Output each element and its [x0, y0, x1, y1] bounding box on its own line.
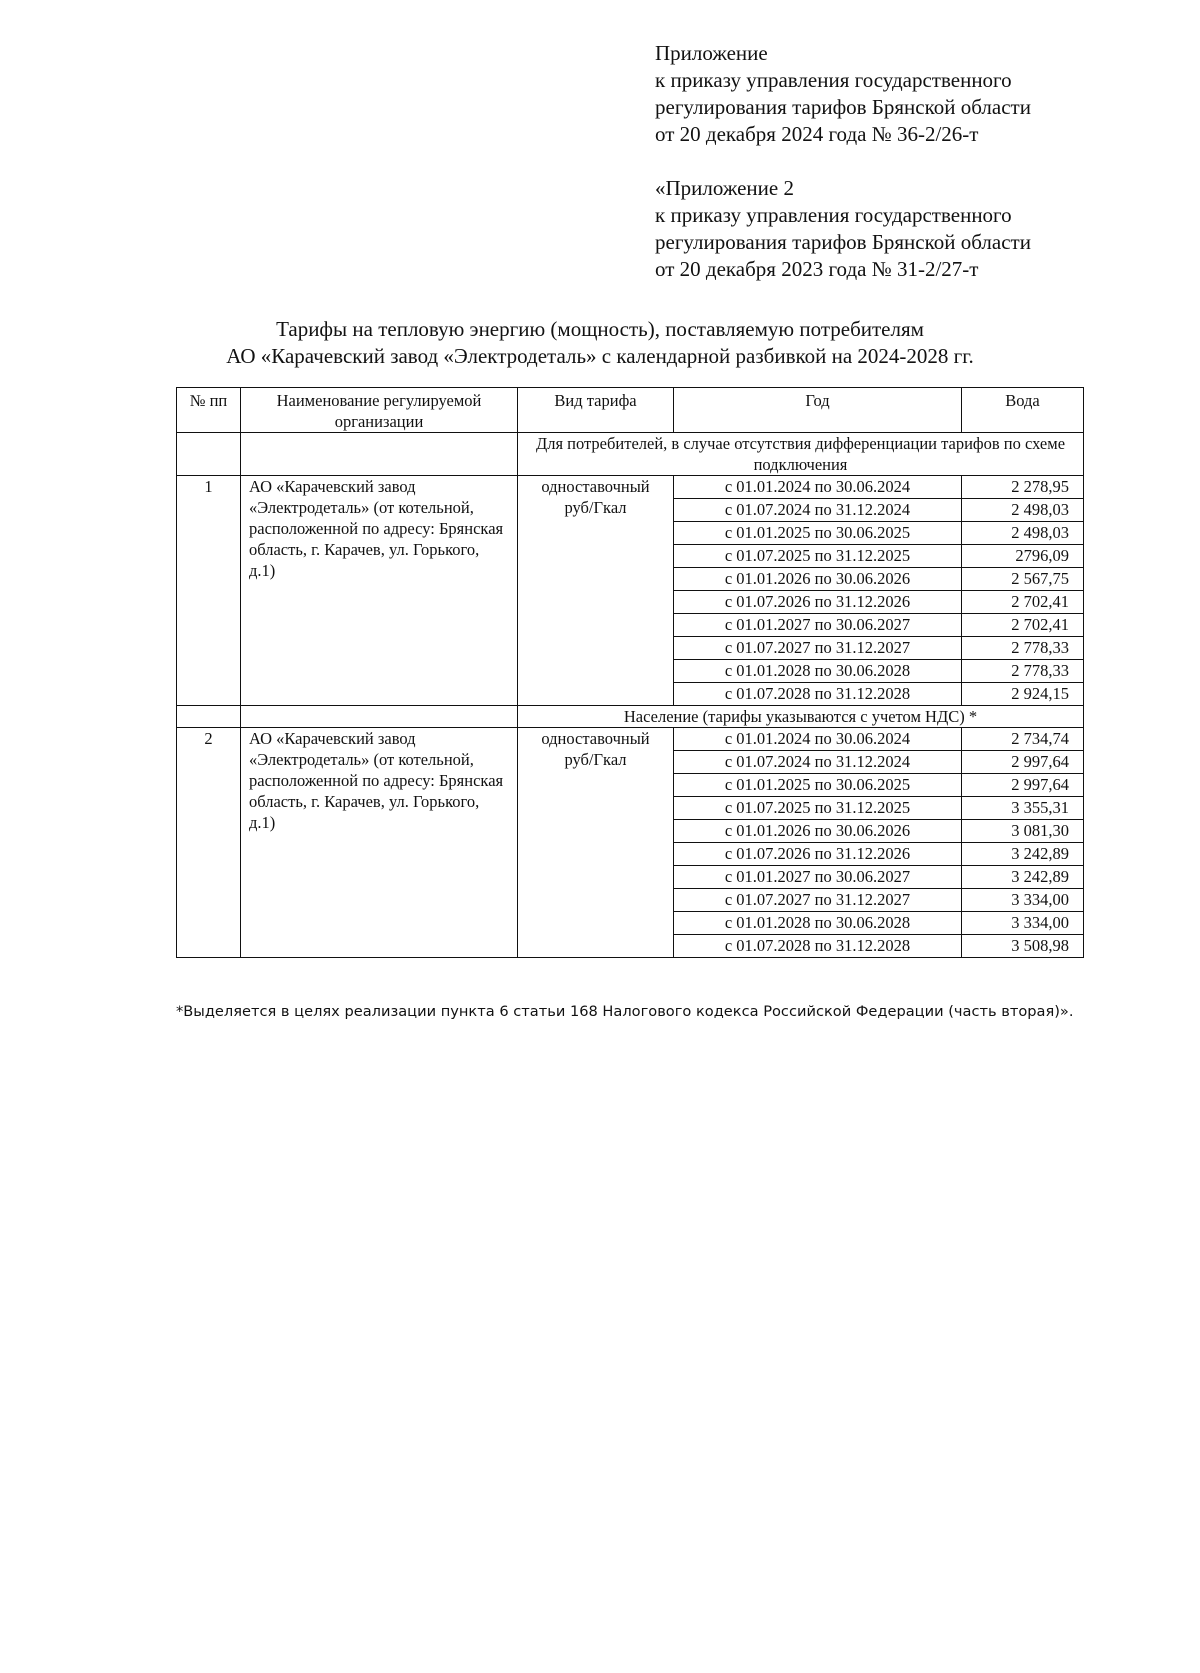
water-tariff-value: 3 242,89: [962, 843, 1084, 866]
water-tariff-value: 2 778,33: [962, 660, 1084, 683]
header-line: к приказу управления государственного: [655, 68, 1012, 92]
header-line: регулирования тарифов Брянской области: [655, 95, 1031, 119]
water-tariff-value: 2 997,64: [962, 751, 1084, 774]
period-cell: с 01.01.2026 по 30.06.2026: [674, 568, 962, 591]
water-tariff-value: 2 778,33: [962, 637, 1084, 660]
column-header-num: № пп: [177, 388, 241, 433]
period-cell: с 01.01.2025 по 30.06.2025: [674, 774, 962, 797]
column-header-water: Вода: [962, 388, 1084, 433]
section-heading-row: [177, 433, 1084, 476]
section-heading: Для потребителей, в случае отсутствия дифференциации тарифов по схеме подключения: [518, 433, 1084, 476]
period-cell: с 01.07.2027 по 31.12.2027: [674, 637, 962, 660]
water-tariff-value: 2 924,15: [962, 683, 1084, 706]
column-header-kind: Вид тарифа: [518, 388, 674, 433]
title-line: Тарифы на тепловую энергию (мощность), поставляемую потребителям: [276, 317, 924, 341]
period-cell: с 01.07.2025 по 31.12.2025: [674, 797, 962, 820]
period-cell: с 01.01.2024 по 30.06.2024: [674, 476, 962, 499]
title-line: АО «Карачевский завод «Электродеталь» с календарной разбивкой на 2024-2028 гг.: [226, 344, 974, 368]
column-header-year: Год: [674, 388, 962, 433]
section-heading: Население (тарифы указываются с учетом НДС) *: [518, 706, 1084, 728]
organization-name: АО «Карачевский завод «Электродеталь» (от котельной, расположенной по адресу: Брянская область, г. Карачев, ул. Горького, д.1): [241, 476, 518, 706]
header-line: от 20 декабря 2024 года № 36-2/26-т: [655, 122, 979, 146]
column-header-org: Наименование регулируемой организации: [241, 388, 518, 433]
period-cell: с 01.07.2024 по 31.12.2024: [674, 499, 962, 522]
period-cell: с 01.01.2027 по 30.06.2027: [674, 614, 962, 637]
section-empty-cell: [241, 706, 518, 728]
period-cell: с 01.07.2028 по 31.12.2028: [674, 935, 962, 958]
organization-name: АО «Карачевский завод «Электродеталь» (от котельной, расположенной по адресу: Брянская область, г. Карачев, ул. Горького, д.1): [241, 728, 518, 958]
water-tariff-value: 3 242,89: [962, 866, 1084, 889]
period-cell: с 01.07.2028 по 31.12.2028: [674, 683, 962, 706]
section-heading-row: [177, 706, 1084, 728]
water-tariff-value: 2 278,95: [962, 476, 1084, 499]
tariff-table: [176, 387, 1084, 958]
water-tariff-value: 2 997,64: [962, 774, 1084, 797]
period-cell: с 01.01.2028 по 30.06.2028: [674, 912, 962, 935]
header-line: к приказу управления государственного: [655, 203, 1012, 227]
header-line: «Приложение 2: [655, 176, 794, 200]
water-tariff-value: 2 567,75: [962, 568, 1084, 591]
water-tariff-value: 3 508,98: [962, 935, 1084, 958]
period-cell: с 01.01.2027 по 30.06.2027: [674, 866, 962, 889]
water-tariff-value: 2 498,03: [962, 499, 1084, 522]
period-cell: с 01.01.2025 по 30.06.2025: [674, 522, 962, 545]
period-cell: с 01.01.2028 по 30.06.2028: [674, 660, 962, 683]
water-tariff-value: 3 334,00: [962, 912, 1084, 935]
footnote: *Выделяется в целях реализации пункта 6 статьи 168 Налогового кодекса Российской Федерации (часть вторая)».: [176, 1003, 1074, 1020]
tariff-kind: одноставочный руб/Гкал: [518, 476, 674, 706]
appendix-header: [655, 40, 1175, 283]
water-tariff-value: 2 702,41: [962, 614, 1084, 637]
section-empty-cell: [177, 706, 241, 728]
water-tariff-value: 3 355,31: [962, 797, 1084, 820]
row-number: 2: [177, 728, 241, 958]
table-header-row: [177, 388, 1084, 433]
header-line: регулирования тарифов Брянской области: [655, 230, 1031, 254]
period-cell: с 01.01.2024 по 30.06.2024: [674, 728, 962, 751]
water-tariff-value: 3 081,30: [962, 820, 1084, 843]
table-row: [177, 476, 1084, 499]
section-empty-cell: [241, 433, 518, 476]
period-cell: с 01.01.2026 по 30.06.2026: [674, 820, 962, 843]
table-row: [177, 728, 1084, 751]
water-tariff-value: 2 498,03: [962, 522, 1084, 545]
header-line: от 20 декабря 2023 года № 31-2/27-т: [655, 257, 979, 281]
period-cell: с 01.07.2026 по 31.12.2026: [674, 591, 962, 614]
water-tariff-value: 2796,09: [962, 545, 1084, 568]
period-cell: с 01.07.2026 по 31.12.2026: [674, 843, 962, 866]
row-number: 1: [177, 476, 241, 706]
document-title: [0, 316, 1200, 370]
period-cell: с 01.07.2024 по 31.12.2024: [674, 751, 962, 774]
water-tariff-value: 2 734,74: [962, 728, 1084, 751]
header-spacer: [655, 148, 1175, 175]
water-tariff-value: 2 702,41: [962, 591, 1084, 614]
water-tariff-value: 3 334,00: [962, 889, 1084, 912]
tariff-kind: одноставочный руб/Гкал: [518, 728, 674, 958]
header-line: Приложение: [655, 41, 768, 65]
period-cell: с 01.07.2025 по 31.12.2025: [674, 545, 962, 568]
section-empty-cell: [177, 433, 241, 476]
period-cell: с 01.07.2027 по 31.12.2027: [674, 889, 962, 912]
